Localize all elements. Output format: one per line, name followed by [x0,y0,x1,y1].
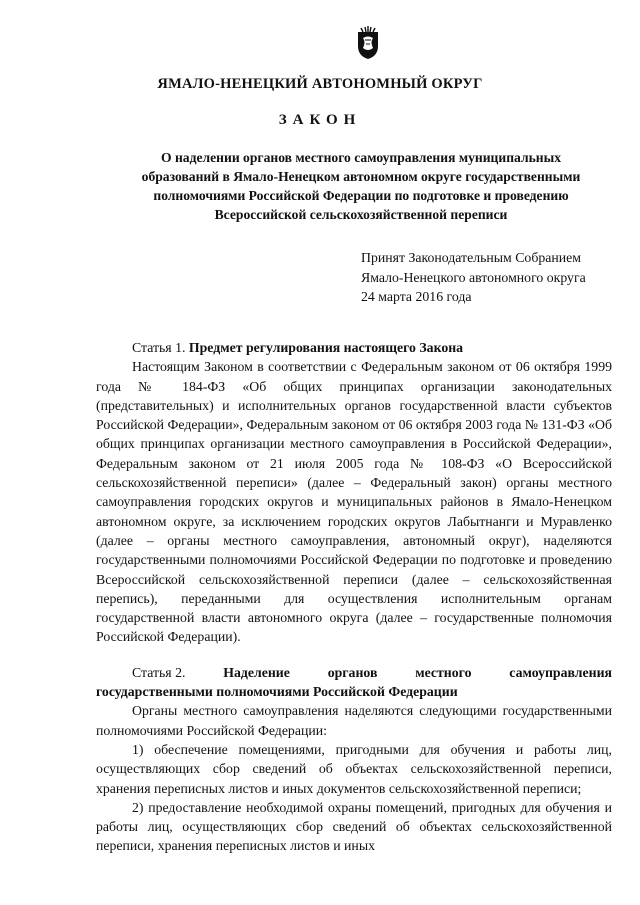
law-title-line: О наделении органов местного самоуправления муниципальных [160,150,562,165]
article-2-heading-word: Наделение [223,664,290,680]
adoption-line: Принят Законодательным Собранием [361,250,581,265]
article-2-heading-line2: государственными полномочиями Российской Федерации [96,684,458,700]
law-body [96,338,612,856]
region-name: ЯМАЛО-НЕНЕЦКИЙ АВТОНОМНЫЙ ОКРУГ [157,76,483,92]
law-title [96,148,626,224]
adoption-date: 24 марта 2016 года [361,289,472,304]
article-1-heading: Предмет регулирования настоящего Закона [188,340,464,355]
article-2-number: Статья 2. [132,664,186,680]
article-2-heading-word: местного [415,664,472,680]
law-title-line: полномочиями Российской Федерации по подготовке и проведению [153,188,569,203]
coat-of-arms-emblem [356,26,380,60]
article-2-intro: Органы местного самоуправления наделяются следующими государственными полномочиями Российской Федерации: [96,703,612,738]
law-title-line: Всероссийской сельскохозяйственной переписи [214,207,508,222]
article-2-item-1: 1) обеспечение помещениями, пригодными для обучения и работы лиц, осуществляющих сбор сведений об объектах сельскохозяйственной переписи, хранения переписных листов и иных документов сельскохозяйственной переписи; [96,741,612,796]
article-1-text: Настоящим Законом в соответствии с Федеральным законом от 06 октября 1999 года № 184-ФЗ «Об общих принципах организации законодательных (представительных) и исполнительных органов государственной власти субъектов Российской Федерации», Федеральным законом от 06 октября 2003 года № 131-ФЗ «Об общих принципах организации местного самоуправления в Российской Федерации», Федеральным законом от 21 июля 2005 года № 108-ФЗ «О Всероссийской сельскохозяйственной переписи» (далее – Федеральный закон) органы местного самоуправления городских округов и муниципальных районов в Ямало-Ненецком автономном округе, за исключением городских округов Лабытнанги и Муравленко (далее – органы местного самоуправления, автономный округ), наделяются государственными полномочиями Российской Федерации по подготовке и проведению Всероссийской сельскохозяйственной переписи (далее – сельскохозяйственная перепись), переданными для осуществления исполнительным органам государственной власти автономного округа (далее – государственные полномочия Российской Федерации). [96,359,612,645]
law-title-line: образований в Ямало-Ненецком автономном округе государственными [141,169,581,184]
article-2-header [96,663,612,682]
article-2-heading-word: самоуправления [509,664,612,680]
article-1-number: Статья 1. [132,340,186,355]
article-2-heading-word: органов [327,664,378,680]
adoption-note [361,248,631,307]
article-1-header [96,338,612,357]
document-type: ЗАКОН [278,112,362,128]
article-2-item-2: 2) предоставление необходимой охраны помещений, пригодных для обучения и работы лиц, осуществляющих сбор сведений об объектах сельскохозяйственной переписи, хранения переписных листов и иных [96,799,612,854]
adoption-line: Ямало-Ненецкого автономного округа [361,269,586,285]
